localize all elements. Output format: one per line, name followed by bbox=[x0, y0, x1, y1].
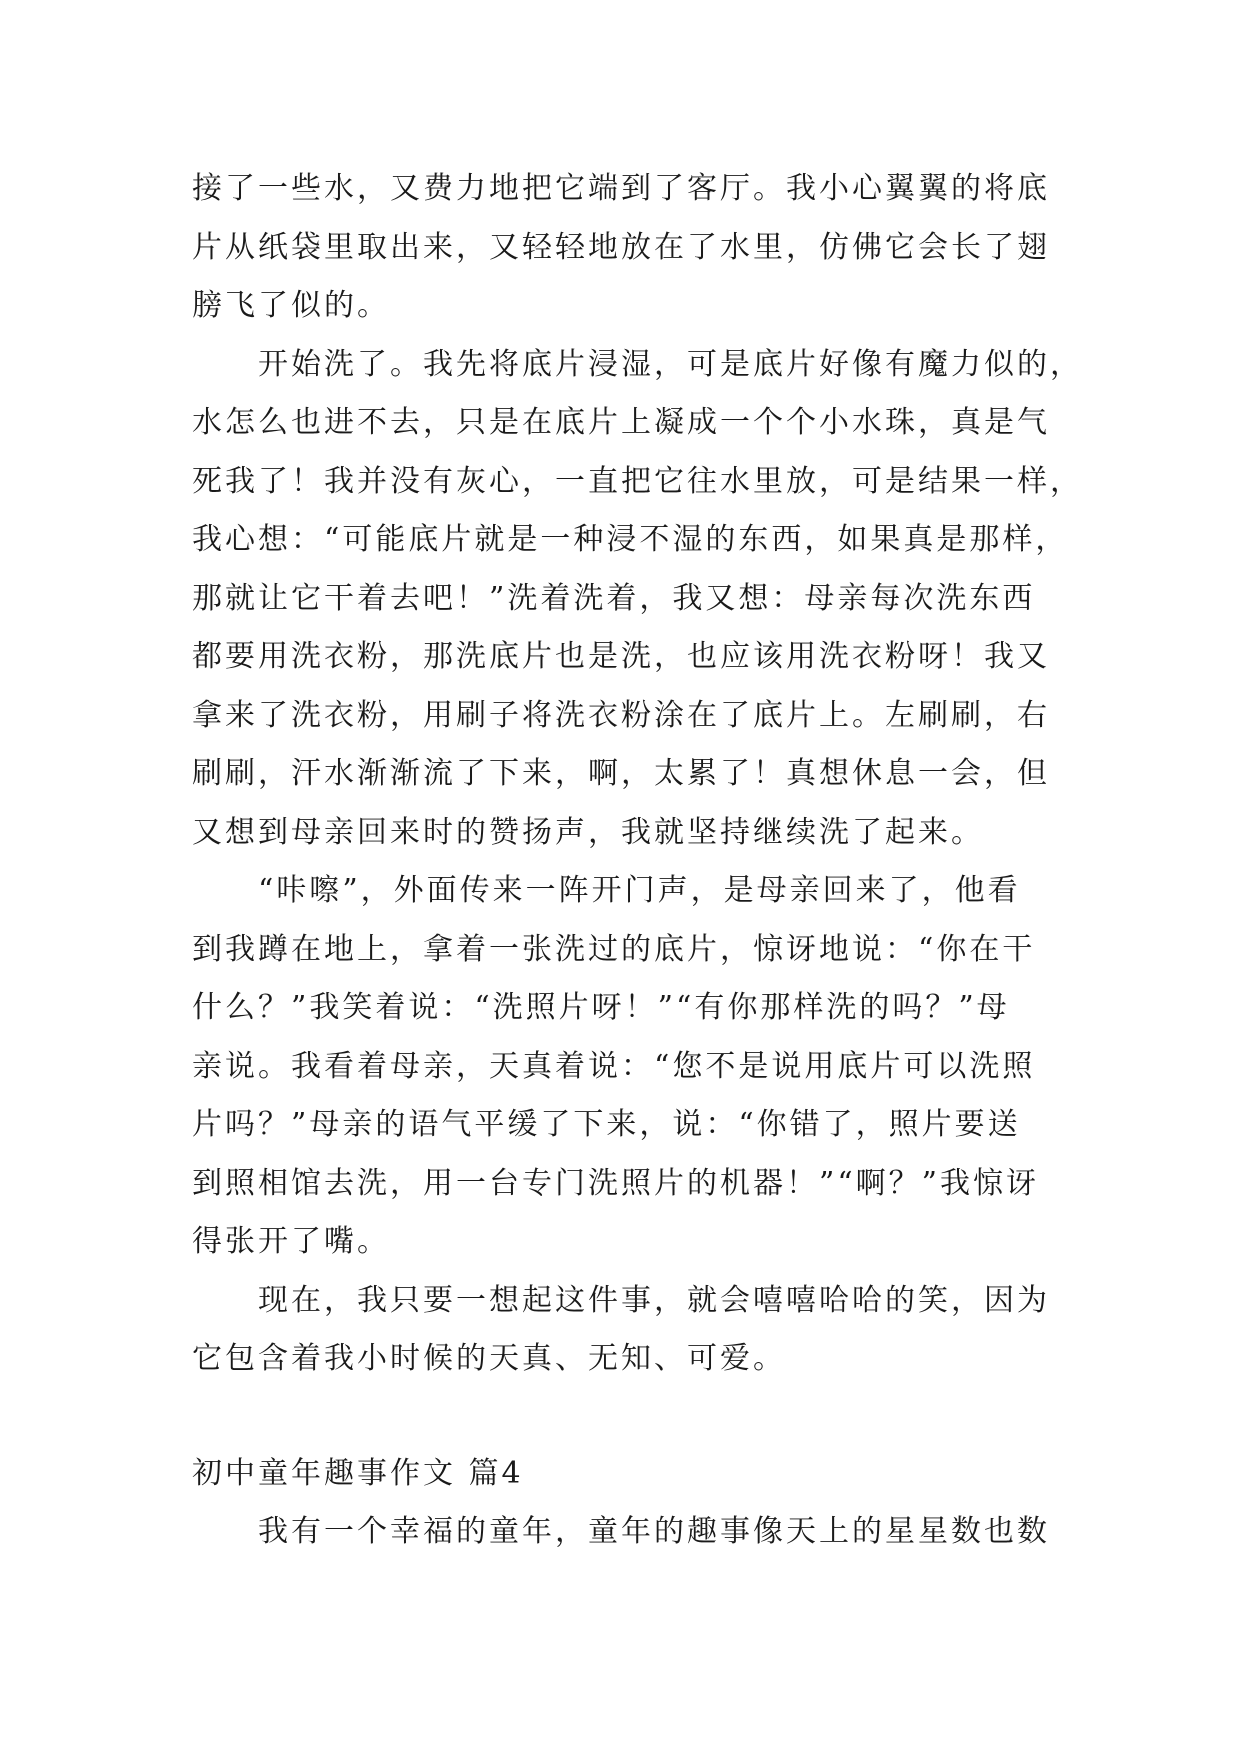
text-line: 都要用洗衣粉，那洗底片也是洗，也应该用洗衣粉呀！我又 bbox=[192, 639, 1050, 674]
text-line: 到我蹲在地上，拿着一张洗过的底片，惊讶地说：“你在干 bbox=[192, 931, 1036, 967]
text-line: 接了一些水，又费力地把它端到了客厅。我小心翼翼的将底 bbox=[192, 171, 1050, 206]
text-line: “咔嚓”，外面传来一阵开门声，是母亲回来了，他看 bbox=[192, 873, 1021, 908]
text-line: 开始洗了。我先将底片浸湿，可是底片好像有魔力似的， bbox=[192, 346, 1083, 382]
paragraph bbox=[192, 862, 1072, 1272]
paragraph bbox=[192, 1272, 1072, 1389]
text-line: 那就让它干着去吧！”洗着洗着，我又想：母亲每次洗东西 bbox=[192, 580, 1036, 616]
text-line: 刷刷，汗水渐渐流了下来，啊，太累了！真想休息一会，但 bbox=[192, 756, 1050, 791]
text-line: 我心想：“可能底片就是一种浸不湿的东西，如果真是那样， bbox=[192, 522, 1069, 557]
document-body bbox=[192, 160, 1083, 1562]
paragraph bbox=[192, 160, 1072, 336]
text-line: 死我了！我并没有灰心，一直把它往水里放，可是结果一样， bbox=[192, 463, 1083, 499]
text-line: 片吗？”母亲的语气平缓了下来，说：“你错了，照片要送 bbox=[192, 1107, 1021, 1142]
text-line: 亲说。我看着母亲，天真着说：“您不是说用底片可以洗照 bbox=[192, 1048, 1036, 1084]
text-line: 到照相馆去洗，用一台专门洗照片的机器！”“啊？”我惊讶 bbox=[192, 1165, 1040, 1201]
paragraph bbox=[192, 336, 1083, 863]
text-line: 拿来了洗衣粉，用刷子将洗衣粉涂在了底片上。左刷刷，右 bbox=[192, 697, 1050, 733]
section-heading: 初中童年趣事作文 篇4 bbox=[192, 1455, 524, 1491]
text-line: 什么？”我笑着说：“洗照片呀！”“有你那样洗的吗？”母 bbox=[192, 990, 1010, 1025]
text-line: 现在，我只要一想起这件事，就会嘻嘻哈哈的笑，因为 bbox=[192, 1282, 1050, 1318]
text-line: 我有一个幸福的童年，童年的趣事像天上的星星数也数 bbox=[192, 1514, 1050, 1549]
text-line: 水怎么也进不去，只是在底片上凝成一个个小水珠，真是气 bbox=[192, 405, 1050, 440]
paragraph bbox=[192, 1503, 1072, 1562]
text-line: 片从纸袋里取出来，又轻轻地放在了水里，仿佛它会长了翅 bbox=[192, 229, 1050, 265]
text-line: 膀飞了似的。 bbox=[192, 288, 390, 323]
text-line: 又想到母亲回来时的赞扬声，我就坚持继续洗了起来。 bbox=[192, 814, 984, 850]
text-line: 得张开了嘴。 bbox=[192, 1224, 390, 1259]
text-line: 它包含着我小时候的天真、无知、可爱。 bbox=[192, 1341, 786, 1376]
